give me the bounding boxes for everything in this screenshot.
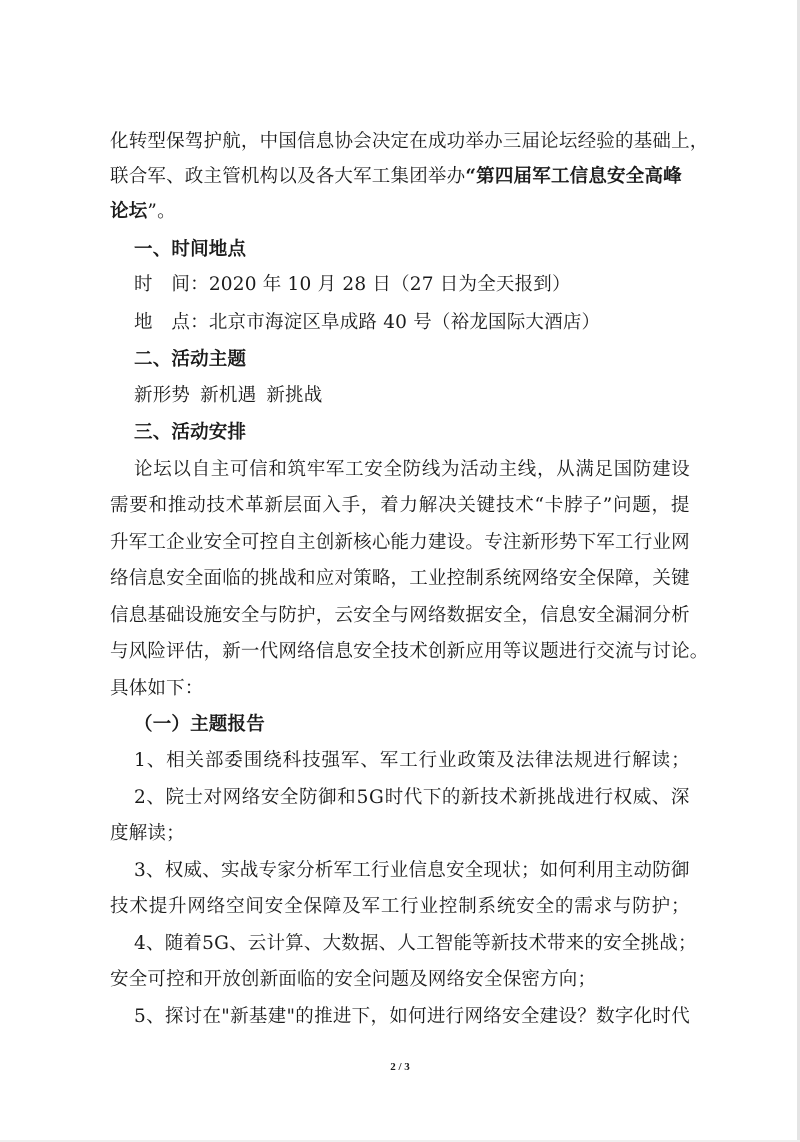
keynote-item-2: 2 、 院 士 对 网 络 安 全 防 御 和 5 G 时 代 下 的 新 技 术 新 挑 战 进 行 权 威 、 深 xyxy=(134,787,690,808)
section-heading-theme: 二、活动主题 xyxy=(134,349,247,370)
keynote-item-2-cont: 度解读； xyxy=(110,823,185,844)
intro-line-1: 化 转 型 保 驾 护 航 ， 中 国 信 息 协 会 决 定 在 成 功 举 办 三 届 论 坛 经 验 的 基 础 上 ， xyxy=(110,131,709,152)
keynote-item-1: 1 、 相 关 部 委 围 绕 科 技 强 军 、 军 工 行 业 政 策 及 法 律 法 规 进 行 解 读 ； xyxy=(134,750,690,771)
arrangement-line-3: 升 军 工 企 业 安 全 可 控 自 主 创 新 核 心 能 力 建 设 。 专 注 新 形 势 下 军 工 行 业 网 xyxy=(110,532,690,553)
keynote-item-4-cont: 安全可控和开放创新面临的安全问题及网络安全保密方向； xyxy=(110,969,597,990)
time-line xyxy=(134,273,571,297)
intro-line-2 xyxy=(110,165,682,189)
forum-name-bold-end: 论坛 xyxy=(110,201,148,222)
keynote-item-4: 4 、 随 着 5 G 、 云 计 算 、 大 数 据 、 人 工 智 能 等 新 技 术 带 来 的 安 全 挑 战 ； xyxy=(134,933,697,954)
place-label: 地 点： xyxy=(134,312,209,333)
section-heading-arrangement: 三、活动安排 xyxy=(134,422,247,443)
arrangement-line-2: 需 要 和 推 动 技 术 革 新 层 面 入 手 ， 着 力 解 决 关 键 技 术 “ 卡 脖 子 ” 问 题 ， 提 xyxy=(110,495,690,516)
keynote-item-3-cont: 技 术 提 升 网 络 空 间 安 全 保 障 及 军 工 行 业 控 制 系 统 安 全 的 需 求 与 防 护 ； xyxy=(110,896,690,917)
arrangement-line-4: 络 信 息 安 全 面 临 的 挑 战 和 应 对 策 略 ， 工 业 控 制 系 统 网 络 安 全 保 障 ， 关 键 xyxy=(110,568,690,589)
arrangement-line-7: 具体如下： xyxy=(110,678,204,699)
place-line xyxy=(134,311,600,335)
keynote-item-5: 5 、 探 讨 在 " 新 基 建 " 的 推 进 下 ， 如 何 进 行 网 络 安 全 建 设 ？ 数 字 化 时 代 xyxy=(134,1006,690,1027)
section-heading-time-place: 一、时间地点 xyxy=(134,239,247,260)
intro-line-2-text: 联合军、政主管机构以及各大军工集团举办 xyxy=(110,166,466,187)
time-value: 2020 年 10 月 28 日（27 日为全天报到） xyxy=(208,274,571,295)
time-label: 时 间： xyxy=(134,274,209,295)
arrangement-line-5: 信 息 基 础 设 施 安 全 与 防 护 ， 云 安 全 与 网 络 数 据 安 全 ， 信 息 安 全 漏 洞 分 析 xyxy=(110,605,690,626)
arrangement-line-6: 与 风 险 评 估 ， 新 一 代 网 络 信 息 安 全 技 术 创 新 应 用 等 议 题 进 行 交 流 与 讨 论 。 xyxy=(110,641,709,662)
page-number: 2 / 3 xyxy=(390,1061,410,1073)
sub-heading-keynote: （一）主题报告 xyxy=(134,714,265,735)
intro-line-3-tail: ”。 xyxy=(147,201,176,222)
forum-name-bold: “第四届军工信息安全高峰 xyxy=(465,166,682,187)
arrangement-line-1: 论 坛 以 自 主 可 信 和 筑 牢 军 工 安 全 防 线 为 活 动 主 线 ， 从 满 足 国 防 建 设 xyxy=(134,459,690,480)
keynote-item-3: 3 、 权 威 、 实 战 专 家 分 析 军 工 行 业 信 息 安 全 现 状 ； 如 何 利 用 主 动 防 御 xyxy=(134,860,690,881)
place-value: 北京市海淀区阜成路 40 号（裕龙国际大酒店） xyxy=(208,312,601,333)
theme-text: 新形势 新机遇 新挑战 xyxy=(134,385,323,406)
intro-line-3 xyxy=(110,200,176,224)
